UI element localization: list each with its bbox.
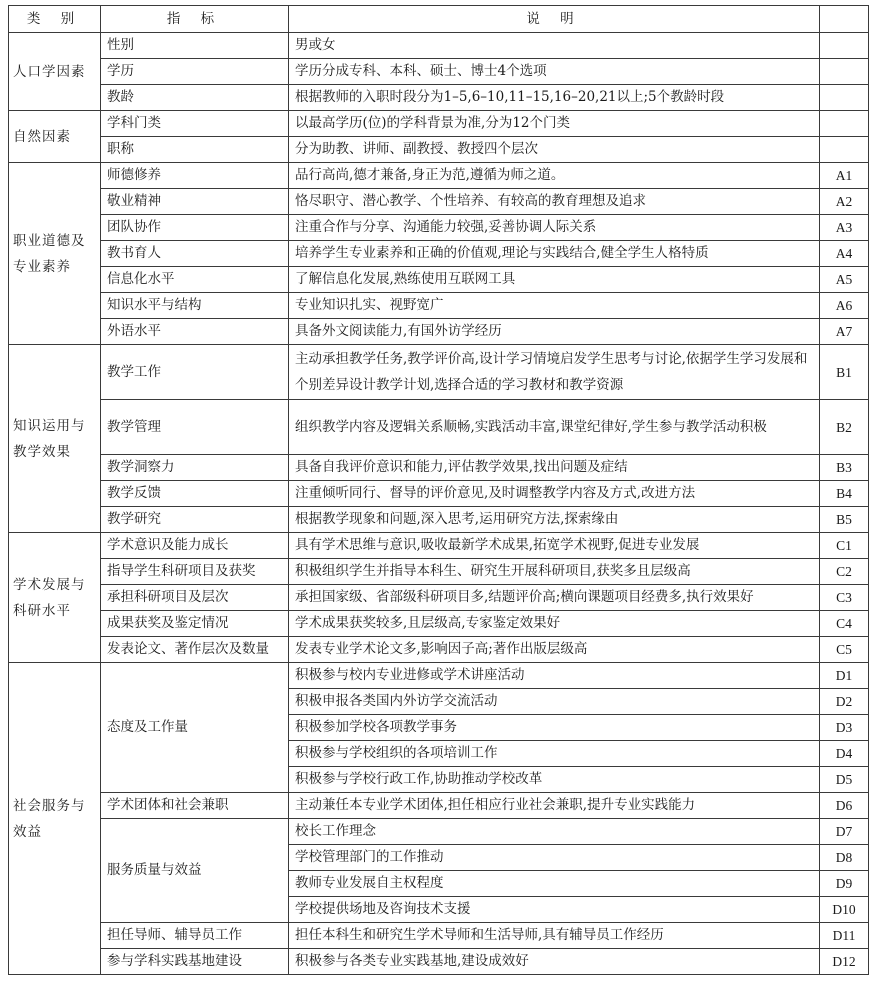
indicator-cell: 教学管理: [101, 400, 289, 455]
indicator-cell: 指导学生科研项目及获奖: [101, 559, 289, 585]
code-cell: D11: [820, 923, 869, 949]
table-row: [9, 267, 869, 293]
code-cell: B4: [820, 481, 869, 507]
indicator-cell: 职称: [101, 137, 289, 163]
description-cell: 积极申报各类国内外访学交流活动: [289, 689, 820, 715]
description-cell: 积极参与学校行政工作,协助推动学校改革: [289, 767, 820, 793]
header-description: 说 明: [289, 6, 820, 33]
indicator-cell: 承担科研项目及层次: [101, 585, 289, 611]
code-cell: A7: [820, 319, 869, 345]
code-cell: [820, 85, 869, 111]
header-indicator: 指 标: [101, 6, 289, 33]
code-cell: D6: [820, 793, 869, 819]
indicator-cell: 外语水平: [101, 319, 289, 345]
table-row: [9, 189, 869, 215]
code-cell: C4: [820, 611, 869, 637]
code-cell: A2: [820, 189, 869, 215]
indicator-cell: 教书育人: [101, 241, 289, 267]
description-cell: 具有学术思维与意识,吸收最新学术成果,拓宽学术视野,促进专业发展: [289, 533, 820, 559]
code-cell: D10: [820, 897, 869, 923]
category-cell: 自然因素: [9, 111, 101, 163]
description-cell: 积极参加学校各项教学事务: [289, 715, 820, 741]
description-cell: 主动兼任本专业学术团体,担任相应行业社会兼职,提升专业实践能力: [289, 793, 820, 819]
code-cell: B3: [820, 455, 869, 481]
indicator-cell: 态度及工作量: [101, 663, 289, 793]
description-cell: 积极组织学生并指导本科生、研究生开展科研项目,获奖多且层级高: [289, 559, 820, 585]
indicator-cell: 教龄: [101, 85, 289, 111]
table-row: [9, 507, 869, 533]
description-cell: 学历分成专科、本科、硕士、博士4个选项: [289, 59, 820, 85]
code-cell: B2: [820, 400, 869, 455]
code-cell: A6: [820, 293, 869, 319]
indicator-cell: 服务质量与效益: [101, 819, 289, 923]
category-cell: 职业道德及专业素养: [9, 163, 101, 345]
description-cell: 注重合作与分享、沟通能力较强,妥善协调人际关系: [289, 215, 820, 241]
code-cell: D12: [820, 949, 869, 975]
code-cell: D8: [820, 845, 869, 871]
table-row: [9, 137, 869, 163]
description-cell: 注重倾听同行、督导的评价意见,及时调整教学内容及方式,改进方法: [289, 481, 820, 507]
table-row: [9, 819, 869, 845]
table-row: [9, 33, 869, 59]
category-cell: 学术发展与科研水平: [9, 533, 101, 663]
table-row: [9, 923, 869, 949]
code-cell: A5: [820, 267, 869, 293]
teacher-evaluation-indicator-table: [8, 5, 869, 975]
table-row: [9, 215, 869, 241]
description-cell: 品行高尚,德才兼备,身正为范,遵循为师之道。: [289, 163, 820, 189]
table-row: [9, 163, 869, 189]
indicator-cell: 学历: [101, 59, 289, 85]
header-category: 类 别: [9, 6, 101, 33]
category-cell: 知识运用与教学效果: [9, 345, 101, 533]
table-row: [9, 400, 869, 455]
code-cell: D7: [820, 819, 869, 845]
description-cell: 男或女: [289, 33, 820, 59]
indicator-cell: 学术意识及能力成长: [101, 533, 289, 559]
code-cell: D4: [820, 741, 869, 767]
description-cell: 主动承担教学任务,教学评价高,设计学习情境启发学生思考与讨论,依据学生学习发展和个别差异设计教学计划,选择合适的学习教材和教学资源: [289, 345, 820, 400]
description-cell: 教师专业发展自主权程度: [289, 871, 820, 897]
category-cell: 社会服务与效益: [9, 663, 101, 975]
description-cell: 根据教师的入职时段分为1–5,6–10,11–15,16–20,21以上;5个教龄时段: [289, 85, 820, 111]
code-cell: A1: [820, 163, 869, 189]
indicator-cell: 教学工作: [101, 345, 289, 400]
code-cell: C5: [820, 637, 869, 663]
table-row: [9, 111, 869, 137]
description-cell: 学术成果获奖较多,且层级高,专家鉴定效果好: [289, 611, 820, 637]
table-row: [9, 663, 869, 689]
indicator-cell: 信息化水平: [101, 267, 289, 293]
description-cell: 以最高学历(位)的学科背景为准,分为12个门类: [289, 111, 820, 137]
code-cell: D5: [820, 767, 869, 793]
code-cell: [820, 59, 869, 85]
indicator-cell: 发表论文、著作层次及数量: [101, 637, 289, 663]
description-cell: 担任本科生和研究生学术导师和生活导师,具有辅导员工作经历: [289, 923, 820, 949]
description-cell: 专业知识扎实、视野宽广: [289, 293, 820, 319]
description-cell: 承担国家级、省部级科研项目多,结题评价高;横向课题项目经费多,执行效果好: [289, 585, 820, 611]
code-cell: A3: [820, 215, 869, 241]
indicator-cell: 团队协作: [101, 215, 289, 241]
indicator-table-wrapper: [8, 5, 869, 975]
table-row: [9, 949, 869, 975]
header-row: [9, 6, 869, 33]
table-row: [9, 293, 869, 319]
header-code: [820, 6, 869, 33]
indicator-cell: 教学反馈: [101, 481, 289, 507]
code-cell: D1: [820, 663, 869, 689]
table-row: [9, 59, 869, 85]
indicator-cell: 学术团体和社会兼职: [101, 793, 289, 819]
table-row: [9, 241, 869, 267]
code-cell: [820, 33, 869, 59]
category-cell: 人口学因素: [9, 33, 101, 111]
indicator-cell: 学科门类: [101, 111, 289, 137]
description-cell: 具备自我评价意识和能力,评估教学效果,找出问题及症结: [289, 455, 820, 481]
indicator-cell: 参与学科实践基地建设: [101, 949, 289, 975]
table-row: [9, 585, 869, 611]
indicator-cell: 担任导师、辅导员工作: [101, 923, 289, 949]
description-cell: 积极参与校内专业进修或学术讲座活动: [289, 663, 820, 689]
description-cell: 积极参与学校组织的各项培训工作: [289, 741, 820, 767]
indicator-cell: 成果获奖及鉴定情况: [101, 611, 289, 637]
description-cell: 分为助教、讲师、副教授、教授四个层次: [289, 137, 820, 163]
table-row: [9, 559, 869, 585]
indicator-cell: 敬业精神: [101, 189, 289, 215]
description-cell: 根据教学现象和问题,深入思考,运用研究方法,探索缘由: [289, 507, 820, 533]
code-cell: A4: [820, 241, 869, 267]
code-cell: D3: [820, 715, 869, 741]
code-cell: B5: [820, 507, 869, 533]
table-row: [9, 637, 869, 663]
description-cell: 发表专业学术论文多,影响因子高;著作出版层级高: [289, 637, 820, 663]
description-cell: 具备外文阅读能力,有国外访学经历: [289, 319, 820, 345]
code-cell: C1: [820, 533, 869, 559]
code-cell: [820, 111, 869, 137]
indicator-cell: 师德修养: [101, 163, 289, 189]
description-cell: 学校管理部门的工作推动: [289, 845, 820, 871]
description-cell: 了解信息化发展,熟练使用互联网工具: [289, 267, 820, 293]
code-cell: D9: [820, 871, 869, 897]
code-cell: D2: [820, 689, 869, 715]
code-cell: C3: [820, 585, 869, 611]
table-row: [9, 611, 869, 637]
indicator-cell: 知识水平与结构: [101, 293, 289, 319]
table-row: [9, 455, 869, 481]
description-cell: 组织教学内容及逻辑关系顺畅,实践活动丰富,课堂纪律好,学生参与教学活动积极: [289, 400, 820, 455]
description-cell: 培养学生专业素养和正确的价值观,理论与实践结合,健全学生人格特质: [289, 241, 820, 267]
code-cell: B1: [820, 345, 869, 400]
description-cell: 校长工作理念: [289, 819, 820, 845]
description-cell: 学校提供场地及咨询技术支援: [289, 897, 820, 923]
code-cell: [820, 137, 869, 163]
indicator-cell: 教学研究: [101, 507, 289, 533]
indicator-cell: 性别: [101, 33, 289, 59]
indicator-cell: 教学洞察力: [101, 455, 289, 481]
description-cell: 恪尽职守、潜心教学、个性培养、有较高的教育理想及追求: [289, 189, 820, 215]
table-row: [9, 481, 869, 507]
code-cell: C2: [820, 559, 869, 585]
table-row: [9, 793, 869, 819]
table-row: [9, 85, 869, 111]
table-row: [9, 345, 869, 400]
description-cell: 积极参与各类专业实践基地,建设成效好: [289, 949, 820, 975]
table-row: [9, 533, 869, 559]
table-row: [9, 319, 869, 345]
